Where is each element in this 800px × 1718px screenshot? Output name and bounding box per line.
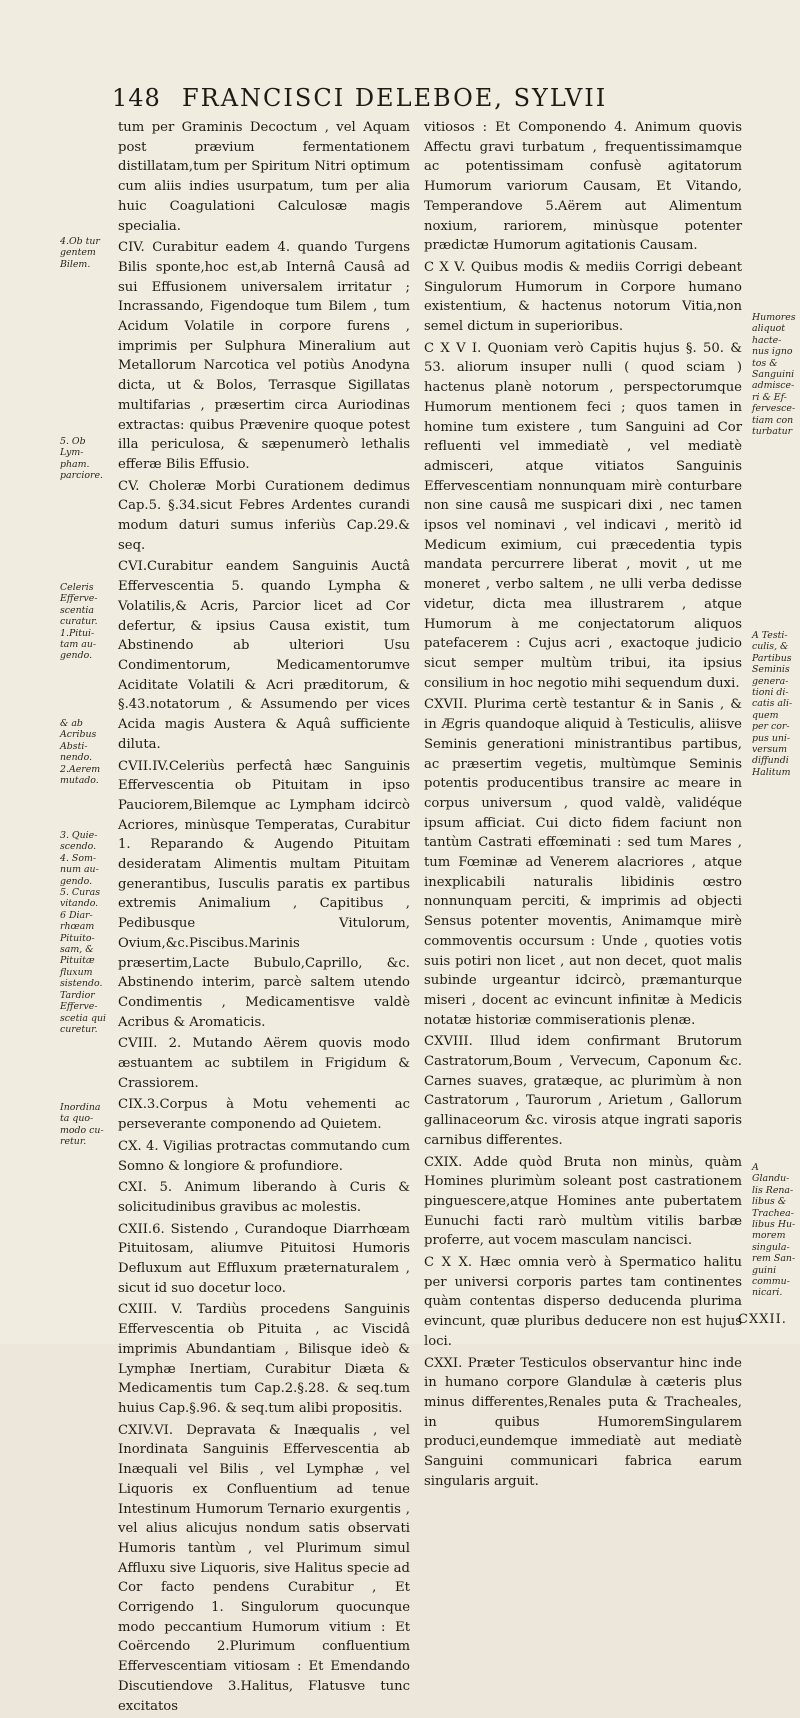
running-head: FRANCISCI DELEBOE, SYLVII: [182, 84, 608, 112]
paragraph: C X V. Quibus modis & mediis Corrigi debeant Singulorum Humorum in Corpore humano existentium, & hactenus notorum Vitia,non semel dictum in superioribus.: [424, 259, 742, 335]
paragraph: CXXI. Præter Testiculos observantur hinc inde in humano corpore Glandulæ à cæteris plus minus differentes,Renales puta & Tracheales, in quibus HumoremSingularem produci,eundemque immediatè aut mediatè Sanguini communicari fabrica earum singularis arguit.: [424, 1355, 742, 1489]
page-number: 148: [112, 84, 161, 112]
paragraph: CVI.Curabitur eandem Sanguinis Auctâ Effervescentia 5. quando Lympha & Volatilis,& Acris, Parcior licet ad Cor defertur, & ipsius Causa existit, tum Abstinendo ab ulteriori Usu Condimentorum, Medicamentorumve Aciditate Volatili & Acri præditorum, & §.43.notatorum , & Assumendo per vices Acida magis Austera & Aquâ sufficiente diluta.: [118, 559, 410, 752]
catchword: CXXII.: [738, 1312, 787, 1327]
margin-note: A Glandu- lis Rena- libus & Trachea- libus Hu- morem singula- rem San- guini commu- nicari.: [752, 1162, 796, 1299]
paragraph: CIX.3.Corpus à Motu vehementi ac perseverante componendo ad Quietem.: [118, 1097, 410, 1133]
paragraph: vitiosos : Et Componendo 4. Animum quovis Affectu gravi turbatum , frequentissimamque ac potentissimam confusè agitatorum Humorum variorum Causam, Et Vitando, Temperandove 5.Aërem aut Alimentum noxium, rariorem, minùsque potenter prædictæ Humorum agitationis Causam.: [424, 120, 742, 254]
margin-note: Celeris Efferve- scentia curatur. 1.Pitui- tam au- gendo.: [60, 582, 98, 662]
paragraph: CVIII. 2. Mutando Aërem quovis modo æstuantem ac subtilem in Frigidum & Crassiorem.: [118, 1036, 410, 1091]
paragraph: CXII.6. Sistendo , Curandoque Diarrhœam Pituitosam, aliumve Pituitosi Humoris Defluxum aut Effluxum præternaturalem , sicut id suo docetur loco.: [118, 1221, 410, 1296]
margin-note: 5. Ob Lym- pham. parciore.: [60, 436, 103, 482]
margin-note: Inordina ta quo- modo cu- retur.: [60, 1102, 104, 1148]
margin-note: & ab Acribus Absti- nendo. 2.Aerem mutado.: [60, 718, 101, 787]
paragraph: CXIV.VI. Depravata & Inæqualis , vel Inordinata Sanguinis Effervescentia ab Inæquali vel Bilis , vel Lymphæ , vel Liquoris ex Confluentium ad tenue Intestinum Humorum Ternario exurgentis , vel alius alicujus nondum satis observati Humoris tantùm , vel Plurimum simul Affluxu sive Liquoris, sive Halitus specie ad Cor facto pendens Curabitur , Et Corrigendo 1. Singulorum quocunque modo peccantium Humorum vitium : Et Coërcendo 2.Plurimum confluentium Effervescentiam vitiosam : Et Emendando Discutiendove 3.Halitus, Flatusve tunc excitatos: [118, 1422, 410, 1714]
right-text-column: [424, 118, 742, 1494]
margin-note: 4.Ob tur gentem Bilem.: [60, 236, 100, 270]
paragraph: C X X. Hæc omnia verò à Spermatico halitu per universi corporis partes tam continentes quàm contentas disperso deducenda plurima evincunt, quæ pluribus deducere non est hujus loci.: [424, 1255, 742, 1349]
paragraph: CXVII. Plurima certè testantur & in Sanis , & in Ægris quandoque aliquid à Testiculis, aliisve Seminis generationi ministrantibus partibus, ac præsertim vegetis, multùmque Seminis potentis producentibus transire ac meare in corpus universum , quod valdè, validéque ipsum afficiat. Cui dicto fidem faciunt non tantùm Castrati effœminati : sed tum Mares , tum Fœminæ ad Venerem alacriores , atque inexplicabili naturalis libidinis œstro nonnunquam perciti, & imprimis ad objecti Sensus potenter moventis, Animamque mirè commoventis occursum : Unde , quoties votis suis potiri non licet , aut non decet, quot malis subinde urgeantur idcircò, præmanturque miseri , docent ac evincunt infinitæ à Medicis notatæ historiæ commiserationis plenæ.: [424, 697, 742, 1028]
paragraph: CIV. Curabitur eadem 4. quando Turgens Bilis sponte,hoc est,ab Internâ Causâ ad sui Effusionem universalem irritatur ; Incrassando, Figendoque tum Bilem , tum Acidum Volatile in corpore furens , imprimis per Sulphura Mineralium aut Metallorum Narcotica vel potiùs Anodyna dicta, ut & Bolos, Terrasque Sigillatas multifarias , præsertim circa Auriodinas extractas: quibus Prævenire quoque potest illa periculosa, & sæpenumerò lethalis efferæ Bilis Effusio.: [118, 240, 410, 472]
margin-note: A Testi- culis, & Partibus Seminis genera- tioni di- catis ali- quem per cor- pus uni- versum diffundi Halitum: [752, 630, 793, 778]
paragraph: CV. Choleræ Morbi Curationem dedimus Cap.5. §.34.sicut Febres Ardentes curandi modum daturi sumus inferiùs Cap.29.& seq.: [118, 478, 410, 553]
margin-note: 3. Quie- scendo. 4. Som- num au- gendo. 5. Curas vitando. 6 Diar- rhœam Pituito- sam, & Pituitæ fluxum sistendo. Tardior Efferve- scetia qui curetur.: [60, 830, 106, 1035]
paragraph: CXIII. V. Tardiùs procedens Sanguinis Effervescentia ob Pituita , ac Viscidâ imprimis Abundantiam , Bilisque ideò & Lymphæ Inertiam, Curabitur Diæta & Medicamentis tum Cap.2.§.28. & seq.tum huius Cap.§.96. & seq.tum alibi propositis.: [118, 1302, 410, 1416]
paragraph: CVII.IV.Celeriùs perfectâ hæc Sanguinis Effervescentia ob Pituitam in ipso Pauciorem,Bilemque ac Lympham idcircò Acriores, minùsque Temperatas, Curabitur 1. Reparando & Augendo Pituitam desideratam Alimentis multam Pituitam generantibus, Iusculis paratis ex partibus extremis Animalium , Capitibus , Pedibusque Vitulorum, Ovium,&c.Piscibus.Marinis præsertim,Lacte Bubulo,Caprillo, &c. Abstinendo interim, parcè saltem utendo Condimentis , Medicamentisve valdè Acribus & Aromaticis.: [118, 758, 410, 1030]
margin-note: Humores aliquot hacte- nus igno tos & Sanguini admisce- ri & Ef- fervesce- tiam con turbatur: [752, 312, 796, 438]
paragraph: CX. 4. Vigilias protractas commutando cum Somno & longiore & profundiore.: [118, 1138, 410, 1174]
paragraph: C X V I. Quoniam verò Capitis hujus §. 50. & 53. aliorum insuper nulli ( quod sciam ) hactenus planè notorum , perspectorumque Humorum mentionem feci ; quos tamen in homine tum existere , tum Sanguini ad Cor refluenti vel immediatè , vel mediatè admisceri, atque vitiatos Sanguinis Effervescentiam nonnunquam mirè conturbare non sine causâ me suspicari dixi , nec tamen ipsos vel nominavi , vel indicavi , meritò id Medicum eximium, cui præcedentia typis mandata percurrere liberat , movit , ut me moneret , verbo saltem , ne ulli verba dedisse videtur, dicta mea illustrarem , atque Humorum à me conjectatorum aliquos patefacerem : Cujus acri , exactoque judicio sicut semper multùm tribui, ita ipsius consilium in hoc negotio mihi sequendum duxi.: [424, 340, 742, 691]
left-text-column: [118, 118, 410, 1718]
paragraph: CXIX. Adde quòd Bruta non minùs, quàm Homines plurimùm soleant post castrationem pinguescere,atque Homines ante pubertatem Eunuchi facti rarò multùm vitilis barbæ proferre, aut vocem masculam nancisci.: [424, 1154, 742, 1249]
paragraph: CXVIII. Illud idem confirmant Brutorum Castratorum,Boum , Vervecum, Caponum &c. Carnes suaves, gratæque, ac plurimùm à non Castratorum , Taurorum , Arietum , Gallorum gallinaceorum &c. virosis atque ingrati saporis carnibus differentes.: [424, 1034, 742, 1148]
page-header: [112, 84, 672, 118]
paragraph: tum per Graminis Decoctum , vel Aquam post prævium fermentationem distillatam,tum per Spiritum Nitri optimum cum aliis indies usurpatum, tum per alia huic Coagulationi Calculosæ magis specialia.: [118, 120, 410, 234]
paragraph: CXI. 5. Animum liberando à Curis & solicitudinibus gravibus ac molestis.: [118, 1180, 410, 1215]
